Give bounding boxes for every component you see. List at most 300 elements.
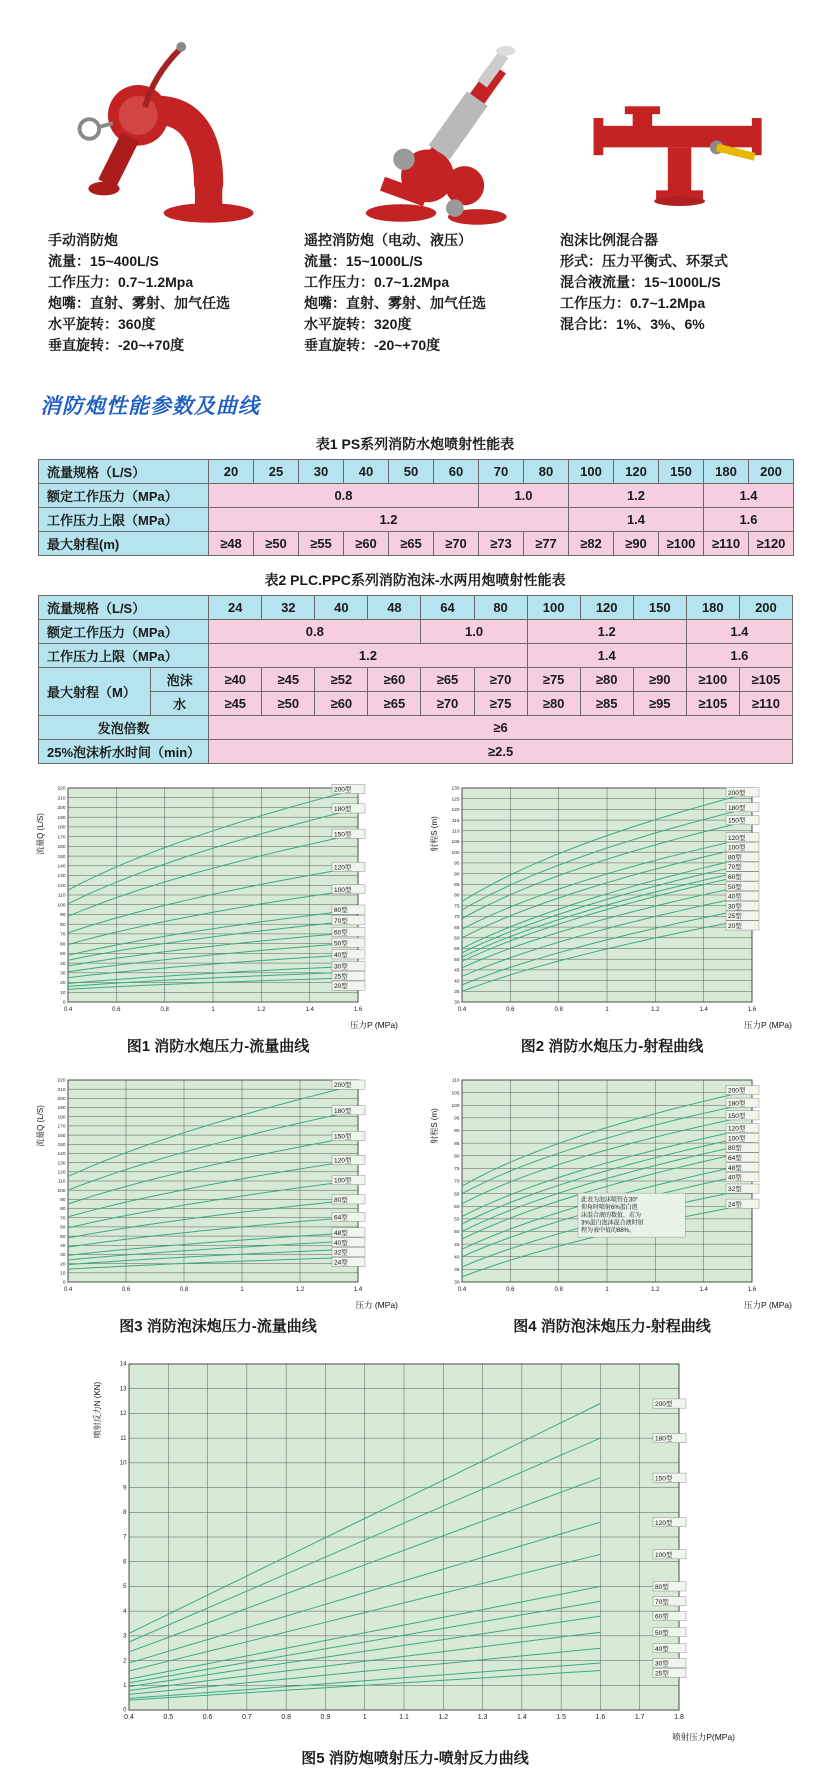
svg-text:180型: 180型	[728, 1100, 746, 1108]
svg-text:0.5: 0.5	[163, 1714, 174, 1721]
svg-text:180型: 180型	[728, 804, 746, 812]
table-cell: ≥65	[389, 532, 434, 556]
svg-text:1: 1	[211, 1007, 215, 1013]
table-cell: 120	[614, 460, 659, 484]
fig4-caption: 图4 消防泡沫炮压力-射程曲线	[513, 1318, 711, 1335]
table-cell: 200	[749, 460, 794, 484]
svg-text:70: 70	[60, 932, 66, 938]
table-cell: 1.6	[704, 508, 794, 532]
table-cell: 流量规格（L/S）	[39, 596, 209, 620]
svg-text:40型: 40型	[334, 1239, 348, 1247]
product-spec-list	[304, 251, 546, 356]
table-cell: 60	[434, 460, 479, 484]
svg-text:此表为泡沫喷管在30°: 此表为泡沫喷管在30°	[581, 1197, 639, 1204]
svg-text:1.2: 1.2	[651, 1287, 660, 1293]
svg-text:120型: 120型	[334, 864, 352, 872]
table1-caption: 表1 PS系列消防水炮喷射性能表	[315, 436, 515, 452]
table-cell: 40	[344, 460, 389, 484]
svg-text:5: 5	[123, 1584, 127, 1591]
svg-text:32型: 32型	[334, 1249, 348, 1257]
charts-row-2	[0, 1072, 830, 1336]
table-cell: 70	[479, 460, 524, 484]
svg-text:25型: 25型	[728, 913, 742, 921]
table-cell: 1.2	[209, 644, 527, 668]
svg-text:1.4: 1.4	[699, 1007, 708, 1013]
svg-text:80型: 80型	[728, 1145, 742, 1153]
svg-text:70: 70	[454, 1179, 460, 1185]
svg-text:120型: 120型	[728, 834, 746, 842]
svg-text:1.2: 1.2	[295, 1287, 305, 1293]
svg-text:11: 11	[120, 1435, 127, 1442]
svg-text:160: 160	[57, 1133, 66, 1139]
svg-text:60型: 60型	[655, 1613, 669, 1621]
svg-text:95: 95	[454, 1116, 460, 1122]
svg-text:105: 105	[451, 840, 460, 846]
svg-text:0.7: 0.7	[241, 1714, 252, 1721]
svg-text:80: 80	[60, 922, 66, 928]
svg-text:75: 75	[454, 904, 460, 910]
svg-text:130: 130	[451, 786, 460, 792]
svg-text:200型: 200型	[655, 1401, 673, 1409]
svg-text:1.4: 1.4	[699, 1287, 708, 1293]
svg-text:80型: 80型	[728, 854, 742, 862]
svg-text:20: 20	[60, 1262, 66, 1268]
table-cell: ≥60	[368, 668, 421, 692]
svg-text:沫混合液的数值，若为: 沫混合液的数值，若为	[581, 1212, 642, 1219]
svg-text:170: 170	[57, 835, 66, 841]
svg-text:9: 9	[123, 1485, 127, 1492]
table-cell: ≥60	[344, 532, 389, 556]
svg-text:70: 70	[60, 1216, 66, 1222]
svg-text:150型: 150型	[334, 831, 352, 839]
svg-text:0.9: 0.9	[320, 1714, 331, 1721]
svg-text:200型: 200型	[728, 1087, 746, 1095]
table-cell: ≥120	[749, 532, 794, 556]
table-cell: ≥90	[614, 532, 659, 556]
svg-text:1.7: 1.7	[634, 1714, 645, 1721]
svg-text:压力 (MPa): 压力 (MPa)	[355, 1300, 398, 1310]
table-cell: 100	[527, 596, 580, 620]
table-cell: ≥60	[315, 692, 368, 716]
table-cell: ≥110	[739, 692, 792, 716]
table-cell: ≥80	[580, 668, 633, 692]
table-cell: 0.8	[209, 620, 421, 644]
svg-text:75: 75	[454, 1167, 460, 1173]
table-cell: ≥45	[262, 668, 315, 692]
svg-text:110: 110	[451, 829, 460, 835]
product-card-manual-monitor	[48, 18, 290, 356]
svg-text:200型: 200型	[728, 789, 746, 797]
svg-text:55: 55	[454, 1217, 460, 1223]
svg-text:30: 30	[60, 1253, 66, 1259]
spec-line: 混合液流量：15~1000L/S	[560, 274, 721, 290]
table-cell: 流量规格（L/S）	[39, 460, 209, 484]
svg-text:90: 90	[60, 913, 66, 919]
svg-text:压力P (MPa): 压力P (MPa)	[743, 1020, 792, 1030]
svg-text:0.4: 0.4	[63, 1287, 73, 1293]
svg-text:40型: 40型	[728, 893, 742, 901]
table-cell: ≥110	[704, 532, 749, 556]
figure-2	[428, 780, 796, 1056]
svg-text:0.6: 0.6	[121, 1287, 131, 1293]
svg-text:0.8: 0.8	[281, 1714, 292, 1721]
svg-text:32型: 32型	[728, 1186, 742, 1194]
table-cell: 1.4	[569, 508, 704, 532]
foam-proportioner-icon	[574, 95, 789, 230]
svg-text:流量Q (L/S): 流量Q (L/S)	[36, 813, 45, 855]
svg-text:30型: 30型	[334, 963, 348, 971]
svg-text:90: 90	[454, 872, 460, 878]
chart-fig2	[428, 780, 796, 1032]
svg-text:48型: 48型	[728, 1164, 742, 1172]
svg-text:90: 90	[60, 1198, 66, 1204]
product-image-manual-monitor	[48, 18, 290, 230]
svg-text:45: 45	[454, 968, 460, 974]
svg-text:150: 150	[57, 854, 66, 860]
svg-text:60型: 60型	[334, 929, 348, 937]
table2-caption: 表2 PLC.PPC系列消防泡沫-水两用炮喷射性能表	[264, 572, 566, 588]
fig5-caption: 图5 消防炮喷射压力-喷射反力曲线	[301, 1750, 529, 1767]
svg-text:喷射反力N (KN): 喷射反力N (KN)	[93, 1381, 102, 1439]
svg-text:1.4: 1.4	[305, 1007, 314, 1013]
table-cell: 额定工作压力（MPa）	[39, 484, 209, 508]
svg-text:0.4: 0.4	[124, 1714, 134, 1721]
table-cell: 最大射程(m)	[39, 532, 209, 556]
svg-text:0.8: 0.8	[554, 1287, 563, 1293]
table-cell: 1.4	[527, 644, 686, 668]
svg-text:1.1: 1.1	[399, 1714, 409, 1721]
svg-text:60: 60	[454, 1204, 460, 1210]
svg-text:45: 45	[454, 1242, 460, 1248]
svg-text:120型: 120型	[334, 1157, 352, 1165]
svg-text:射程S (m): 射程S (m)	[430, 816, 439, 852]
table-cell: 额定工作压力（MPa）	[39, 620, 209, 644]
fig1-caption: 图1 消防水炮压力-流量曲线	[126, 1038, 310, 1055]
svg-text:1.3: 1.3	[477, 1714, 488, 1721]
spec-line: 流量：15~400L/S	[48, 253, 159, 269]
table-cell: 50	[389, 460, 434, 484]
chart-fig5	[91, 1354, 739, 1744]
svg-text:压力P (MPa): 压力P (MPa)	[349, 1020, 398, 1030]
table-cell: 100	[569, 460, 614, 484]
table-cell: 1.0	[421, 620, 527, 644]
svg-text:30: 30	[60, 971, 66, 977]
spec-line: 形式：压力平衡式、环泵式	[560, 253, 728, 269]
svg-text:60: 60	[454, 936, 460, 942]
svg-text:65: 65	[454, 1192, 460, 1198]
svg-text:13: 13	[119, 1386, 127, 1393]
svg-text:160: 160	[57, 845, 66, 851]
table-cell: 1.2	[209, 508, 569, 532]
table-cell: ≥105	[686, 692, 739, 716]
table-cell: 0.8	[209, 484, 479, 508]
svg-text:105: 105	[451, 1091, 460, 1097]
table-cell: ≥50	[262, 692, 315, 716]
table-cell: 发泡倍数	[39, 716, 209, 740]
svg-text:射程S (m): 射程S (m)	[430, 1108, 439, 1144]
svg-text:70: 70	[454, 915, 460, 921]
svg-text:14: 14	[119, 1361, 127, 1368]
svg-text:95: 95	[454, 861, 460, 867]
svg-text:1.5: 1.5	[556, 1714, 567, 1721]
charts-row-3	[0, 1354, 830, 1768]
svg-text:90: 90	[454, 1129, 460, 1135]
figure-1	[34, 780, 402, 1056]
svg-text:20: 20	[60, 981, 66, 987]
svg-text:1: 1	[605, 1287, 609, 1293]
svg-text:180: 180	[57, 1115, 66, 1121]
svg-text:190: 190	[57, 1106, 66, 1112]
svg-text:8: 8	[123, 1509, 127, 1516]
svg-text:125: 125	[451, 797, 460, 803]
spec-line: 水平旋转：320度	[304, 316, 412, 332]
table-cell: 工作压力上限（MPa）	[39, 644, 209, 668]
svg-text:80型: 80型	[334, 907, 348, 915]
svg-text:220: 220	[57, 1078, 66, 1084]
svg-text:200: 200	[57, 806, 66, 812]
page-title: 消防炮性能参数及曲线	[40, 395, 260, 418]
table-cell: ≥65	[368, 692, 421, 716]
svg-text:仰角时喷射6%蛋白泡: 仰角时喷射6%蛋白泡	[581, 1205, 638, 1212]
svg-text:110: 110	[57, 1179, 66, 1185]
table-cell: ≥45	[209, 692, 262, 716]
svg-text:120: 120	[57, 1170, 66, 1176]
svg-text:4: 4	[123, 1608, 127, 1615]
svg-text:150型: 150型	[655, 1475, 673, 1483]
svg-text:110: 110	[451, 1078, 460, 1084]
table1	[38, 459, 792, 556]
product-spec-list	[560, 251, 802, 335]
svg-text:48型: 48型	[334, 1230, 348, 1238]
svg-text:1.6: 1.6	[747, 1287, 757, 1293]
svg-text:40: 40	[454, 979, 460, 985]
table-cell: ≥70	[421, 692, 474, 716]
svg-text:40: 40	[454, 1255, 460, 1261]
svg-text:100型: 100型	[728, 844, 746, 852]
table-cell: ≥55	[299, 532, 344, 556]
svg-text:210: 210	[57, 1087, 66, 1093]
svg-text:70型: 70型	[728, 864, 742, 872]
manual-fire-monitor-icon	[62, 25, 277, 230]
svg-text:210: 210	[57, 796, 66, 802]
svg-text:130: 130	[57, 1161, 66, 1167]
svg-text:流量Q (L/S): 流量Q (L/S)	[36, 1105, 45, 1147]
table-cell: 20	[209, 460, 254, 484]
svg-text:150型: 150型	[728, 1112, 746, 1120]
spec-line: 炮嘴：直射、雾射、加气任选	[304, 295, 486, 311]
svg-text:70型: 70型	[655, 1598, 669, 1606]
table-cell: ≥100	[686, 668, 739, 692]
svg-text:120型: 120型	[655, 1519, 673, 1527]
svg-text:100型: 100型	[728, 1135, 746, 1143]
svg-text:100: 100	[57, 1188, 66, 1194]
chart-fig1	[34, 780, 402, 1032]
svg-text:35: 35	[454, 1268, 460, 1274]
svg-text:190: 190	[57, 815, 66, 821]
svg-text:20型: 20型	[728, 923, 742, 931]
svg-text:20型: 20型	[334, 983, 348, 991]
svg-text:140: 140	[57, 864, 66, 870]
svg-text:0.4: 0.4	[63, 1007, 73, 1013]
spec-line: 水平旋转：360度	[48, 316, 156, 332]
svg-text:1.6: 1.6	[353, 1007, 363, 1013]
svg-text:50型: 50型	[728, 883, 742, 891]
svg-text:180型: 180型	[334, 806, 352, 814]
svg-text:0.8: 0.8	[160, 1007, 169, 1013]
table-cell: ≥52	[315, 668, 368, 692]
svg-text:150型: 150型	[728, 817, 746, 825]
svg-text:10: 10	[119, 1460, 127, 1467]
table-cell: 80	[524, 460, 569, 484]
svg-text:0.6: 0.6	[112, 1007, 121, 1013]
table-cell: ≥73	[479, 532, 524, 556]
svg-text:1: 1	[123, 1682, 127, 1689]
spec-line: 垂直旋转：-20~+70度	[48, 337, 185, 353]
svg-text:100型: 100型	[655, 1551, 673, 1559]
spec-line: 流量：15~1000L/S	[304, 253, 423, 269]
table-cell: 120	[580, 596, 633, 620]
svg-text:压力P (MPa): 压力P (MPa)	[743, 1300, 792, 1310]
svg-text:1.2: 1.2	[651, 1007, 660, 1013]
svg-text:110: 110	[57, 893, 66, 899]
svg-text:120: 120	[451, 808, 460, 814]
table-cell: 25%泡沫析水时间（min）	[39, 740, 209, 764]
svg-text:30: 30	[454, 1280, 460, 1286]
svg-text:140: 140	[57, 1152, 66, 1158]
svg-text:0.8: 0.8	[554, 1007, 563, 1013]
product-card-remote-monitor	[304, 18, 546, 356]
svg-text:程为表中值的88%。: 程为表中值的88%。	[581, 1228, 636, 1235]
svg-text:60: 60	[60, 942, 66, 948]
svg-text:80型: 80型	[334, 1196, 348, 1204]
table-cell: ≥50	[254, 532, 299, 556]
svg-text:220: 220	[57, 786, 66, 792]
svg-text:85: 85	[454, 883, 460, 888]
table-cell: ≥48	[209, 532, 254, 556]
svg-text:6: 6	[123, 1559, 127, 1566]
svg-text:1.8: 1.8	[674, 1714, 684, 1721]
svg-text:1: 1	[362, 1714, 367, 1721]
performance-table	[38, 595, 793, 764]
table-cell: 200	[739, 596, 792, 620]
product-section	[0, 0, 830, 356]
table-cell: 泡沫	[151, 668, 209, 692]
table-cell: 24	[209, 596, 262, 620]
svg-text:1.2: 1.2	[257, 1007, 266, 1013]
table-cell: 180	[686, 596, 739, 620]
svg-text:180型: 180型	[655, 1435, 673, 1443]
svg-text:200: 200	[57, 1097, 66, 1103]
table-cell: 1.6	[686, 644, 792, 668]
svg-text:1.6: 1.6	[595, 1714, 606, 1721]
table-cell: ≥95	[633, 692, 686, 716]
svg-text:3%蛋白泡沫混合液时射: 3%蛋白泡沫混合液时射	[581, 1220, 644, 1227]
svg-text:200型: 200型	[334, 786, 352, 794]
svg-text:60型: 60型	[728, 874, 742, 882]
table-cell: 工作压力上限（MPa）	[39, 508, 209, 532]
table-cell: ≥75	[474, 692, 527, 716]
chart-fig3	[34, 1072, 402, 1312]
svg-text:1: 1	[605, 1007, 609, 1013]
table-cell: ≥2.5	[209, 740, 793, 764]
svg-text:1.6: 1.6	[747, 1007, 757, 1013]
table-cell: 40	[315, 596, 368, 620]
remote-fire-monitor-icon	[318, 25, 533, 230]
svg-text:0.6: 0.6	[506, 1007, 515, 1013]
fig3-caption: 图3 消防泡沫炮压力-流量曲线	[119, 1318, 317, 1335]
fig2-caption: 图2 消防水炮压力-射程曲线	[520, 1038, 704, 1055]
spec-line: 垂直旋转：-20~+70度	[304, 337, 441, 353]
svg-text:25型: 25型	[334, 973, 348, 981]
charts-row-1	[0, 780, 830, 1056]
spec-line: 炮嘴：直射、雾射、加气任选	[48, 295, 230, 311]
svg-text:12: 12	[119, 1411, 127, 1418]
table-cell: ≥85	[580, 692, 633, 716]
svg-text:35: 35	[454, 990, 460, 995]
svg-text:200型: 200型	[334, 1082, 352, 1090]
svg-text:30: 30	[454, 1000, 460, 1006]
svg-text:7: 7	[123, 1534, 127, 1541]
table-cell: 180	[704, 460, 749, 484]
spec-line: 工作压力：0.7~1.2Mpa	[48, 274, 194, 290]
table-cell: 30	[299, 460, 344, 484]
svg-text:65: 65	[454, 925, 460, 931]
svg-text:40: 40	[60, 961, 66, 967]
svg-text:0.4: 0.4	[457, 1007, 467, 1013]
table-cell: 25	[254, 460, 299, 484]
svg-text:50: 50	[454, 957, 460, 963]
svg-text:100型: 100型	[334, 886, 352, 894]
table-cell: 1.0	[479, 484, 569, 508]
table-cell: ≥90	[633, 668, 686, 692]
svg-text:30型: 30型	[728, 903, 742, 911]
figure-5	[91, 1354, 739, 1768]
svg-text:180型: 180型	[334, 1107, 352, 1115]
svg-text:50型: 50型	[655, 1629, 669, 1637]
product-card-foam-proportioner	[560, 18, 802, 356]
svg-text:100型: 100型	[334, 1177, 352, 1185]
table-cell: 150	[633, 596, 686, 620]
svg-text:0: 0	[62, 1280, 66, 1286]
table-cell: 1.2	[569, 484, 704, 508]
svg-text:80: 80	[454, 893, 460, 899]
table-cell: ≥100	[659, 532, 704, 556]
svg-text:80型: 80型	[655, 1584, 669, 1592]
chart-fig4	[428, 1072, 796, 1312]
table-cell: ≥70	[434, 532, 479, 556]
svg-text:150型: 150型	[334, 1133, 352, 1141]
svg-text:85: 85	[454, 1141, 460, 1147]
svg-text:64型: 64型	[728, 1154, 742, 1162]
svg-text:50型: 50型	[334, 940, 348, 948]
table-cell: 64	[421, 596, 474, 620]
svg-text:30型: 30型	[655, 1660, 669, 1668]
table-cell: ≥6	[209, 716, 793, 740]
svg-text:50: 50	[60, 1234, 66, 1240]
svg-text:120型: 120型	[728, 1125, 746, 1133]
performance-table	[38, 459, 794, 556]
svg-text:40型: 40型	[655, 1645, 669, 1653]
svg-text:喷射压力P(MPa): 喷射压力P(MPa)	[672, 1732, 735, 1742]
svg-text:0.6: 0.6	[506, 1287, 515, 1293]
table-cell: ≥82	[569, 532, 614, 556]
table-cell: ≥40	[209, 668, 262, 692]
svg-text:120: 120	[57, 883, 66, 889]
svg-text:10: 10	[60, 990, 66, 996]
svg-text:115: 115	[451, 818, 460, 824]
table-cell: 150	[659, 460, 704, 484]
svg-text:55: 55	[454, 947, 460, 953]
